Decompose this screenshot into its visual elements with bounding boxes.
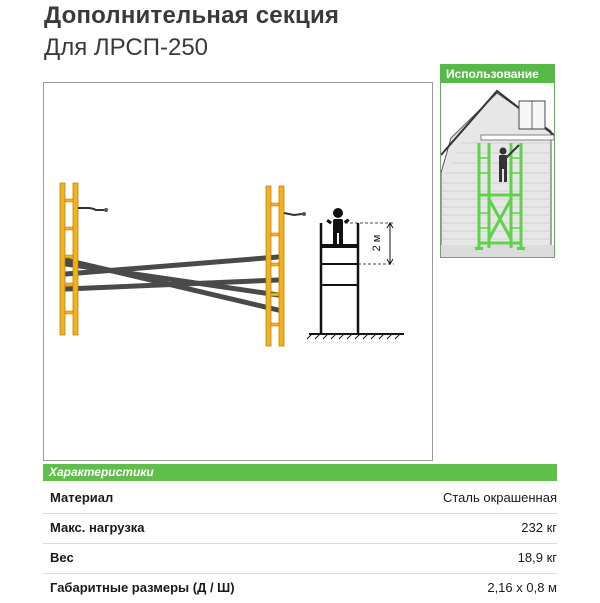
spec-value: 2,16 х 0,8 м [487, 580, 557, 595]
page-subtitle: Для ЛРСП-250 [44, 34, 209, 61]
specs-section-header: Характеристики [43, 464, 557, 481]
spec-row-max-load [43, 513, 557, 544]
spec-value: 232 кг [521, 520, 557, 535]
spec-value: Сталь окрашенная [442, 490, 557, 505]
spec-row-dimensions [43, 573, 557, 603]
page-title: Дополнительная секция [44, 2, 340, 29]
product-illustration-panel [43, 82, 433, 461]
usage-panel-title: Использование [441, 65, 554, 83]
spec-value: 18,9 кг [517, 550, 557, 565]
usage-illustration [441, 83, 554, 257]
height-dimension-label: 2 м [371, 234, 383, 252]
spec-label: Материал [50, 490, 114, 505]
usage-panel [440, 64, 555, 258]
scaffold-section-drawing [44, 83, 432, 460]
height-schematic [307, 208, 404, 339]
cross-braces [66, 257, 278, 310]
spec-label: Вес [50, 550, 74, 565]
person-icon [326, 208, 349, 246]
spec-row-material [43, 483, 557, 514]
spec-row-weight [43, 543, 557, 574]
spec-label: Макс. нагрузка [50, 520, 145, 535]
spec-label: Габаритные размеры (Д / Ш) [50, 580, 235, 595]
right-ladder-frame [266, 186, 306, 346]
